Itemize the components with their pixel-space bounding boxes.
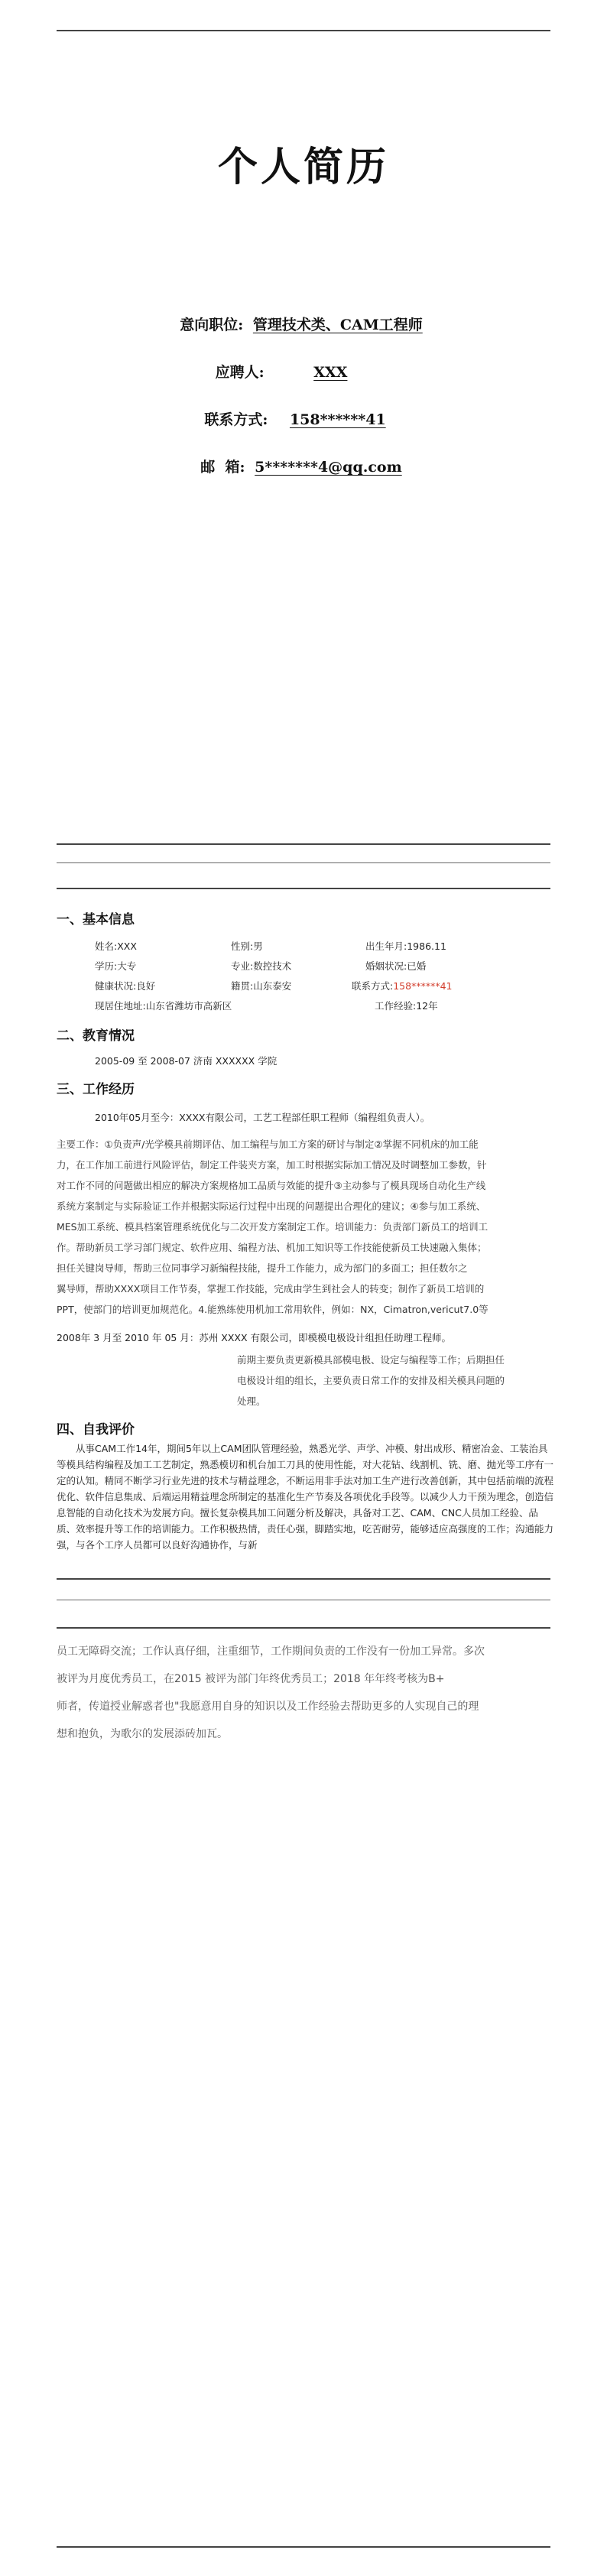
page-top-rule — [57, 30, 550, 31]
phone-row — [0, 408, 607, 429]
continued-line: 师者，传道授业解惑者也"我愿意用自身的知识以及工作经验去帮助更多的人实现自己的理 — [57, 1701, 479, 1713]
continued-line: 员工无障碍交流；工作认真仔细，注重细节，工作期间负责的工作没有一份加工异常。多次 — [57, 1645, 485, 1658]
info-name: 姓名:XXX — [95, 940, 137, 952]
basic-info-heading: 一、基本信息 — [57, 912, 135, 927]
page-break-rule — [57, 1627, 550, 1629]
info-address: 现居住地址:山东省潍坊市高新区 — [95, 1000, 232, 1012]
position-row — [0, 313, 607, 334]
duty-line: 作。帮助新员工学习部门规定、软件应用、编程方法、机加工知识等工作技能使新员工快速融入集体； — [57, 1242, 487, 1253]
info-major: 专业:数控技术 — [231, 960, 292, 972]
duty-line: PPT，使部门的培训更加规范化。4.能熟练使用机加工常用软件，例如：NX，Cimatron,vericut7.0等 — [57, 1304, 489, 1315]
continued-line: 想和抱负，为歌尔的发展添砖加瓦。 — [57, 1728, 228, 1740]
email-value: 5*******4@qq.com — [255, 459, 402, 476]
work-job1: 2010年05月至今：XXXX有限公司，工艺工程部任职工程师（编程组负责人）。 — [95, 1112, 430, 1123]
job2-duty-line: 处理。 — [237, 1395, 266, 1407]
job2-duty-line: 前期主要负责更新模具部模电极、设定与编程等工作；后期担任 — [237, 1354, 505, 1366]
info-education: 学历:大专 — [95, 960, 137, 972]
work-heading: 三、工作经历 — [57, 1082, 135, 1097]
position-value: 管理技术类、CAM工程师 — [252, 317, 423, 333]
duty-line: MES加工系统、模具档案管理系统优化与二次开发方案制定工作。培训能力：负责部门新员工的培训工 — [57, 1221, 489, 1233]
education-line: 2005-09 至 2008-07 济南 XXXXXX 学院 — [95, 1055, 278, 1067]
email-row — [0, 456, 607, 476]
page-bottom-rule — [57, 2546, 550, 2548]
work-duties — [57, 1134, 553, 1320]
resume-title: 个人简历 — [217, 144, 389, 190]
info-health: 健康状况:良好 — [95, 980, 156, 992]
education-heading: 二、教育情况 — [57, 1028, 135, 1044]
duty-line: 主要工作：①负责声/光学模具前期评估、加工编程与加工方案的研讨与制定②掌握不同机床的加工能 — [57, 1139, 479, 1150]
work-job2: 2008年 3 月至 2010 年 05 月：苏州 XXXX 有限公司，即模模电极设计组担任助理工程师。 — [57, 1332, 452, 1343]
separator-rule — [57, 888, 550, 889]
duty-line: 翼导师，帮助XXXX项目工作节奏，掌握工作技能，完成由学生到社会人的转变；制作了新员工培训的 — [57, 1283, 485, 1294]
duty-line: 对工作不同的问题做出相应的解决方案规格加工品质与效能的提升③主动参与了模具现场自动化生产线 — [57, 1180, 486, 1191]
applicant-label: 应聘人: — [215, 364, 265, 381]
info-contact-label: 联系方式: — [352, 980, 394, 992]
info-contact — [352, 979, 452, 992]
phone-label: 联系方式: — [204, 411, 268, 428]
info-origin: 籍贯:山东泰安 — [231, 980, 292, 992]
duty-line: 担任关键岗导师，帮助三位同事学习新编程技能，提升工作能力，成为部门的多面工；担任数尔之 — [57, 1262, 468, 1274]
job2-duty-line: 电极设计组的组长，主要负责日常工作的安排及相关模具问题的 — [237, 1375, 505, 1386]
applicant-row — [0, 361, 607, 382]
info-experience: 工作经验:12年 — [375, 1000, 438, 1012]
duty-line: 系统方案制定与实际验证工作并根据实际运行过程中出现的问题提出合理化的建议；④参与加工系统、 — [57, 1200, 486, 1212]
separator-rule — [57, 862, 550, 863]
duty-line: 力，在工作加工前进行风险评估，制定工件装夹方案，加工时根据实际加工情况及时调整加工参数，针 — [57, 1159, 487, 1171]
self-eval-text: 从事CAM工作14年，期间5年以上CAM团队管理经验，熟悉光学、声学、冲模、射出成形、精密冶金、工装治具等模具结构编程及加工工艺制定，熟悉模切和机台加工刀具的使用性能，对大花钻、线割机、铣、磨、抛光等工序有一定的认知。精同不断学习行业先进的技术与精益理念，不断运用非手法对加工生产进行改善创新，其中包括前端的流程优化、软件信息集成、后端运用精益理念所制定的基准化生产节奏及各项优化手段等。以减少人力干预为理念，创造信息智能的自动化技术为发展方向。擅长复杂模具加工问题分析及解决，具备对工艺、CAM、CNC人员加工经验、品质、效率提升等工作的培训能力。工作积极热情，责任心强，脚踏实地，吃苦耐劳，能够适应高强度的工作；沟通能力强，与各个工序人员都可以良好沟通协作，与新 — [57, 1443, 554, 1551]
self-eval-continued — [57, 1638, 553, 1748]
info-gender: 性别:男 — [231, 940, 263, 952]
self-eval-heading: 四、自我评价 — [57, 1422, 135, 1437]
info-birth: 出生年月:1986.11 — [365, 940, 446, 952]
position-label: 意向职位: — [180, 317, 244, 333]
info-marital: 婚姻状况:已婚 — [365, 960, 427, 972]
phone-value: 158******41 — [289, 411, 386, 428]
work-job2-duties — [237, 1350, 558, 1411]
continued-line: 被评为月度优秀员工，在2015 被评为部门年终优秀员工；2018 年年终考核为B+ — [57, 1673, 445, 1685]
info-contact-value: 158******41 — [393, 980, 453, 992]
applicant-value: XXX — [313, 364, 348, 381]
page-break-rule — [57, 1578, 550, 1580]
separator-rule — [57, 843, 550, 845]
email-label: 邮 箱: — [200, 459, 245, 476]
